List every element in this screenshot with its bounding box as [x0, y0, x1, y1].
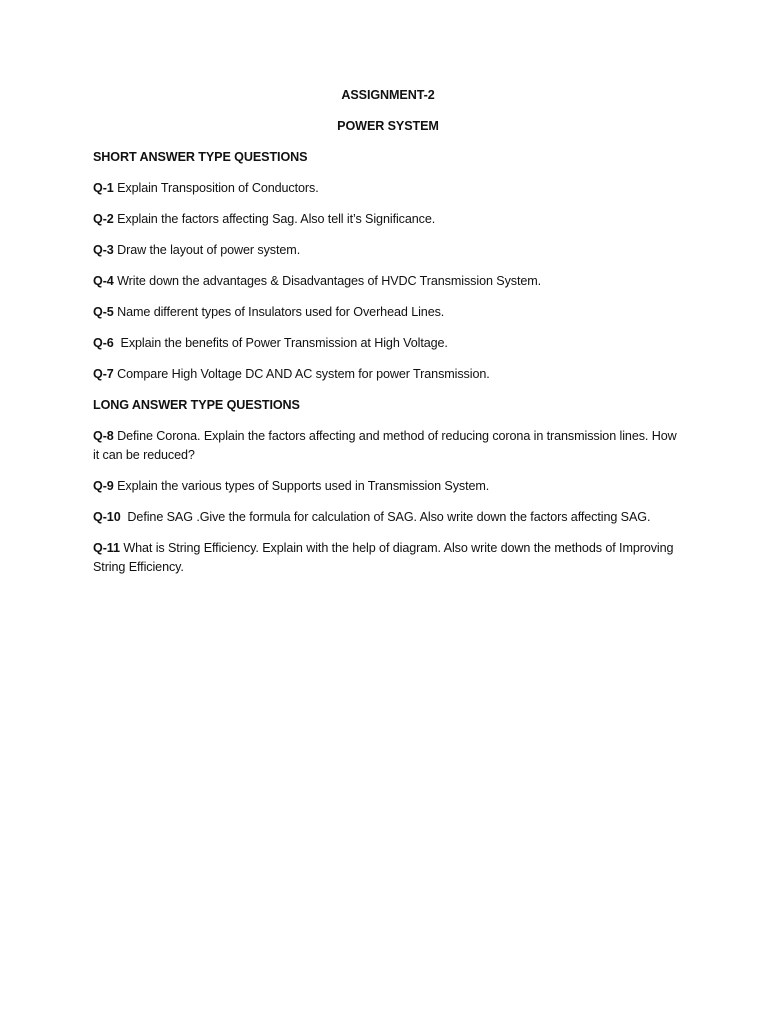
question-number: Q-2	[93, 212, 114, 226]
question-number: Q-7	[93, 367, 114, 381]
short-answer-heading: SHORT ANSWER TYPE QUESTIONS	[93, 150, 308, 164]
question-text: Define Corona. Explain the factors affecting and method of reducing corona in transmission lines. How it can be reduced?	[93, 429, 677, 462]
question-text: Define SAG .Give the formula for calculation of SAG. Also write down the factors affecting SAG.	[127, 510, 651, 524]
question-text: Explain the factors affecting Sag. Also tell it’s Significance.	[117, 212, 436, 226]
question-q2	[93, 210, 683, 229]
question-text: Name different types of Insulators used for Overhead Lines.	[117, 305, 445, 319]
question-number: Q-10	[93, 510, 121, 524]
question-text: Explain the various types of Supports used in Transmission System.	[117, 479, 490, 493]
question-number: Q-4	[93, 274, 114, 288]
question-number: Q-11	[93, 541, 120, 555]
question-text: Explain the benefits of Power Transmission at High Voltage.	[120, 336, 448, 350]
question-text: Compare High Voltage DC AND AC system for power Transmission.	[117, 367, 490, 381]
question-text: What is String Efficiency. Explain with the help of diagram. Also write down the methods of Improving String Efficiency.	[93, 541, 674, 574]
question-number: Q-9	[93, 479, 114, 493]
question-q4	[93, 272, 683, 291]
question-q11	[93, 539, 683, 577]
question-q7	[93, 365, 683, 384]
question-number: Q-6	[93, 336, 114, 350]
question-q5	[93, 303, 683, 322]
question-number: Q-8	[93, 429, 114, 443]
question-q9	[93, 477, 683, 496]
question-q6	[93, 334, 683, 353]
long-answer-heading: LONG ANSWER TYPE QUESTIONS	[93, 398, 300, 412]
document-content	[93, 86, 683, 589]
question-q1	[93, 179, 683, 198]
question-number: Q-5	[93, 305, 114, 319]
question-text: Draw the layout of power system.	[117, 243, 301, 257]
question-q3	[93, 241, 683, 260]
question-q8	[93, 427, 683, 465]
question-number: Q-3	[93, 243, 114, 257]
question-text: Write down the advantages & Disadvantages of HVDC Transmission System.	[117, 274, 542, 288]
question-q10	[93, 508, 683, 527]
assignment-title: ASSIGNMENT-2	[341, 88, 435, 102]
question-number: Q-1	[93, 181, 114, 195]
subject-title: POWER SYSTEM	[337, 119, 439, 133]
question-text: Explain Transposition of Conductors.	[117, 181, 319, 195]
